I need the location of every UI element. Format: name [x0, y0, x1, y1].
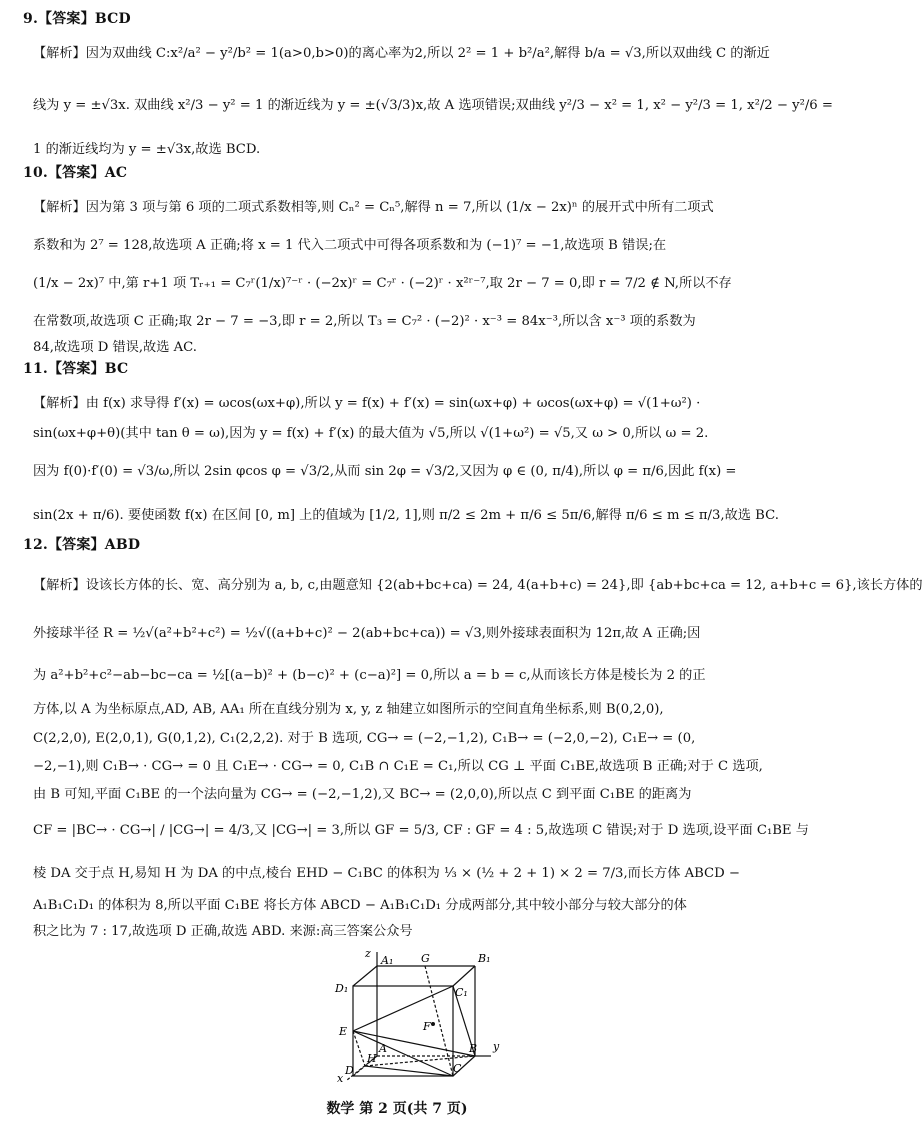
q12-line-7: 由 B 可知,平面 C₁BE 的一个法向量为 CG→ = (−2,−1,2),又 BC→ = (2,0,0),所以点 C 到平面 C₁BE 的距离为: [33, 787, 692, 802]
label-b: B: [469, 1042, 478, 1055]
label-d: D: [345, 1064, 354, 1077]
q9-answer: 9.【答案】BCD: [23, 11, 131, 27]
page-footer: 数学 第 2 页(共 7 页): [326, 1101, 468, 1117]
q12-answer: 12.【答案】ABD: [23, 537, 141, 553]
label-h: H: [367, 1052, 377, 1065]
q12-line-9: 棱 DA 交于点 H,易知 H 为 DA 的中点,棱台 EHD − C₁BC 的体积为 ⅓ × (½ + 2 + 1) × 2 = 7/3,而长方体 ABCD −: [33, 866, 740, 881]
q9-line-1: 【解析】因为双曲线 C:x²/a² − y²/b² = 1(a>0,b>0)的离心率为2,所以 2² = 1 + b²/a²,解得 b/a = √3,所以双曲线 C 的渐近: [33, 46, 770, 61]
q10-line-3: (1/x − 2x)⁷ 中,第 r+1 项 Tᵣ₊₁ = C₇ʳ(1/x)⁷⁻ʳ · (−2x)ʳ = C₇ʳ · (−2)ʳ · x²ʳ⁻⁷,取 2r − 7 = 0,即 r = 7/2 ∉ N,所以不存: [33, 276, 732, 291]
q12-line-5: C(2,2,0), E(2,0,1), G(0,1,2), C₁(2,2,2). 对于 B 选项, CG→ = (−2,−1,2), C₁B→ = (−2,0,−2), C₁E→ = (0,: [33, 731, 696, 746]
q11-line-1: 【解析】由 f(x) 求导得 f′(x) = ωcos(ωx+φ),所以 y = f(x) + f′(x) = sin(ωx+φ) + ωcos(ωx+φ) = √(1+ω²) ·: [33, 396, 701, 411]
q10-line-5: 84,故选项 D 错误,故选 AC.: [33, 340, 197, 355]
label-f: F: [423, 1020, 431, 1033]
q12-line-2: 外接球半径 R = ½√(a²+b²+c²) = ½√((a+b+c)² − 2(ab+bc+ca)) = √3,则外接球表面积为 12π,故 A 正确;因: [33, 626, 701, 641]
q11-line-4: sin(2x + π/6). 要使函数 f(x) 在区间 [0, m] 上的值域为 [1/2, 1],则 π/2 ≤ 2m + π/6 ≤ 5π/6,解得 π/6 ≤ m ≤ π/3,故选 BC.: [33, 508, 779, 523]
label-d1: D₁: [335, 982, 349, 995]
q12-line-8: CF = |BC→ · CG→| / |CG→| = 4/3,又 |CG→| = 3,所以 GF = 5/3, CF : GF = 4 : 5,故选项 C 错误;对于 D 选项,设平面 C₁BE 与: [33, 823, 809, 838]
label-c1: C₁: [455, 986, 468, 999]
q10-answer: 10.【答案】AC: [23, 165, 128, 181]
label-z: z: [365, 947, 371, 960]
q12-line-6: −2,−1),则 C₁B→ · CG→ = 0 且 C₁E→ · CG→ = 0, C₁B ∩ C₁E = C₁,所以 CG ⊥ 平面 C₁BE,故选项 B 正确;对于 C 选项,: [33, 759, 763, 774]
q10-line-1: 【解析】因为第 3 项与第 6 项的二项式系数相等,则 Cₙ² = Cₙ⁵,解得 n = 7,所以 (1/x − 2x)ⁿ 的展开式中所有二项式: [33, 200, 714, 215]
label-g: G: [421, 952, 430, 965]
q12-line-4: 方体,以 A 为坐标原点,AD, AB, AA₁ 所在直线分别为 x, y, z 轴建立如图所示的空间直角坐标系,则 B(0,2,0),: [33, 702, 664, 717]
label-a1: A₁: [381, 954, 394, 967]
label-x: x: [337, 1072, 344, 1085]
q11-line-3: 因为 f(0)·f′(0) = √3/ω,所以 2sin φcos φ = √3/2,从而 sin 2φ = √3/2,又因为 φ ∈ (0, π/4),所以 φ = π/6,因此 f(x) =: [33, 464, 737, 479]
q12-line-3: 为 a²+b²+c²−ab−bc−ca = ½[(a−b)² + (b−c)² + (c−a)²] = 0,所以 a = b = c,从而该长方体是棱长为 2 的正: [33, 668, 706, 683]
label-e: E: [339, 1025, 348, 1038]
q12-line-10: A₁B₁C₁D₁ 的体积为 8,所以平面 C₁BE 将长方体 ABCD − A₁B₁C₁D₁ 分成两部分,其中较小部分与较大部分的体: [33, 898, 687, 913]
label-c: C: [453, 1062, 462, 1075]
label-y: y: [493, 1040, 500, 1053]
q10-line-4: 在常数项,故选项 C 正确;取 2r − 7 = −3,即 r = 2,所以 T₃ = C₇² · (−2)² · x⁻³ = 84x⁻³,所以含 x⁻³ 项的系数为: [33, 314, 696, 329]
q9-line-3: 1 的渐近线均为 y = ±√3x,故选 BCD.: [33, 142, 261, 157]
q11-line-2: sin(ωx+φ+θ)(其中 tan θ = ω),因为 y = f(x) + f′(x) 的最大值为 √5,所以 √(1+ω²) = √5,又 ω > 0,所以 ω = 2.: [33, 426, 709, 441]
q12-line-1: 【解析】设该长方体的长、宽、高分别为 a, b, c,由题意知 {2(ab+bc+ca) = 24, 4(a+b+c) = 24},即 {ab+bc+ca = 12, a+b+c = 6},该长方体的: [33, 578, 923, 593]
q12-line-11: 积之比为 7 : 17,故选项 D 正确,故选 ABD. 来源:高三答案公众号: [33, 924, 413, 939]
cube-figure: [325, 948, 515, 1084]
q10-line-2: 系数和为 2⁷ = 128,故选项 A 正确;将 x = 1 代入二项式中可得各项系数和为 (−1)⁷ = −1,故选项 B 错误;在: [33, 238, 667, 253]
q9-line-2: 线为 y = ±√3x. 双曲线 x²/3 − y² = 1 的渐近线为 y = ±(√3/3)x,故 A 选项错误;双曲线 y²/3 − x² = 1, x² − y²/3 = 1, x²/2 − y²/6 =: [33, 98, 833, 113]
q11-answer: 11.【答案】BC: [23, 361, 129, 377]
label-b1: B₁: [478, 952, 491, 965]
label-a: A: [379, 1042, 387, 1055]
